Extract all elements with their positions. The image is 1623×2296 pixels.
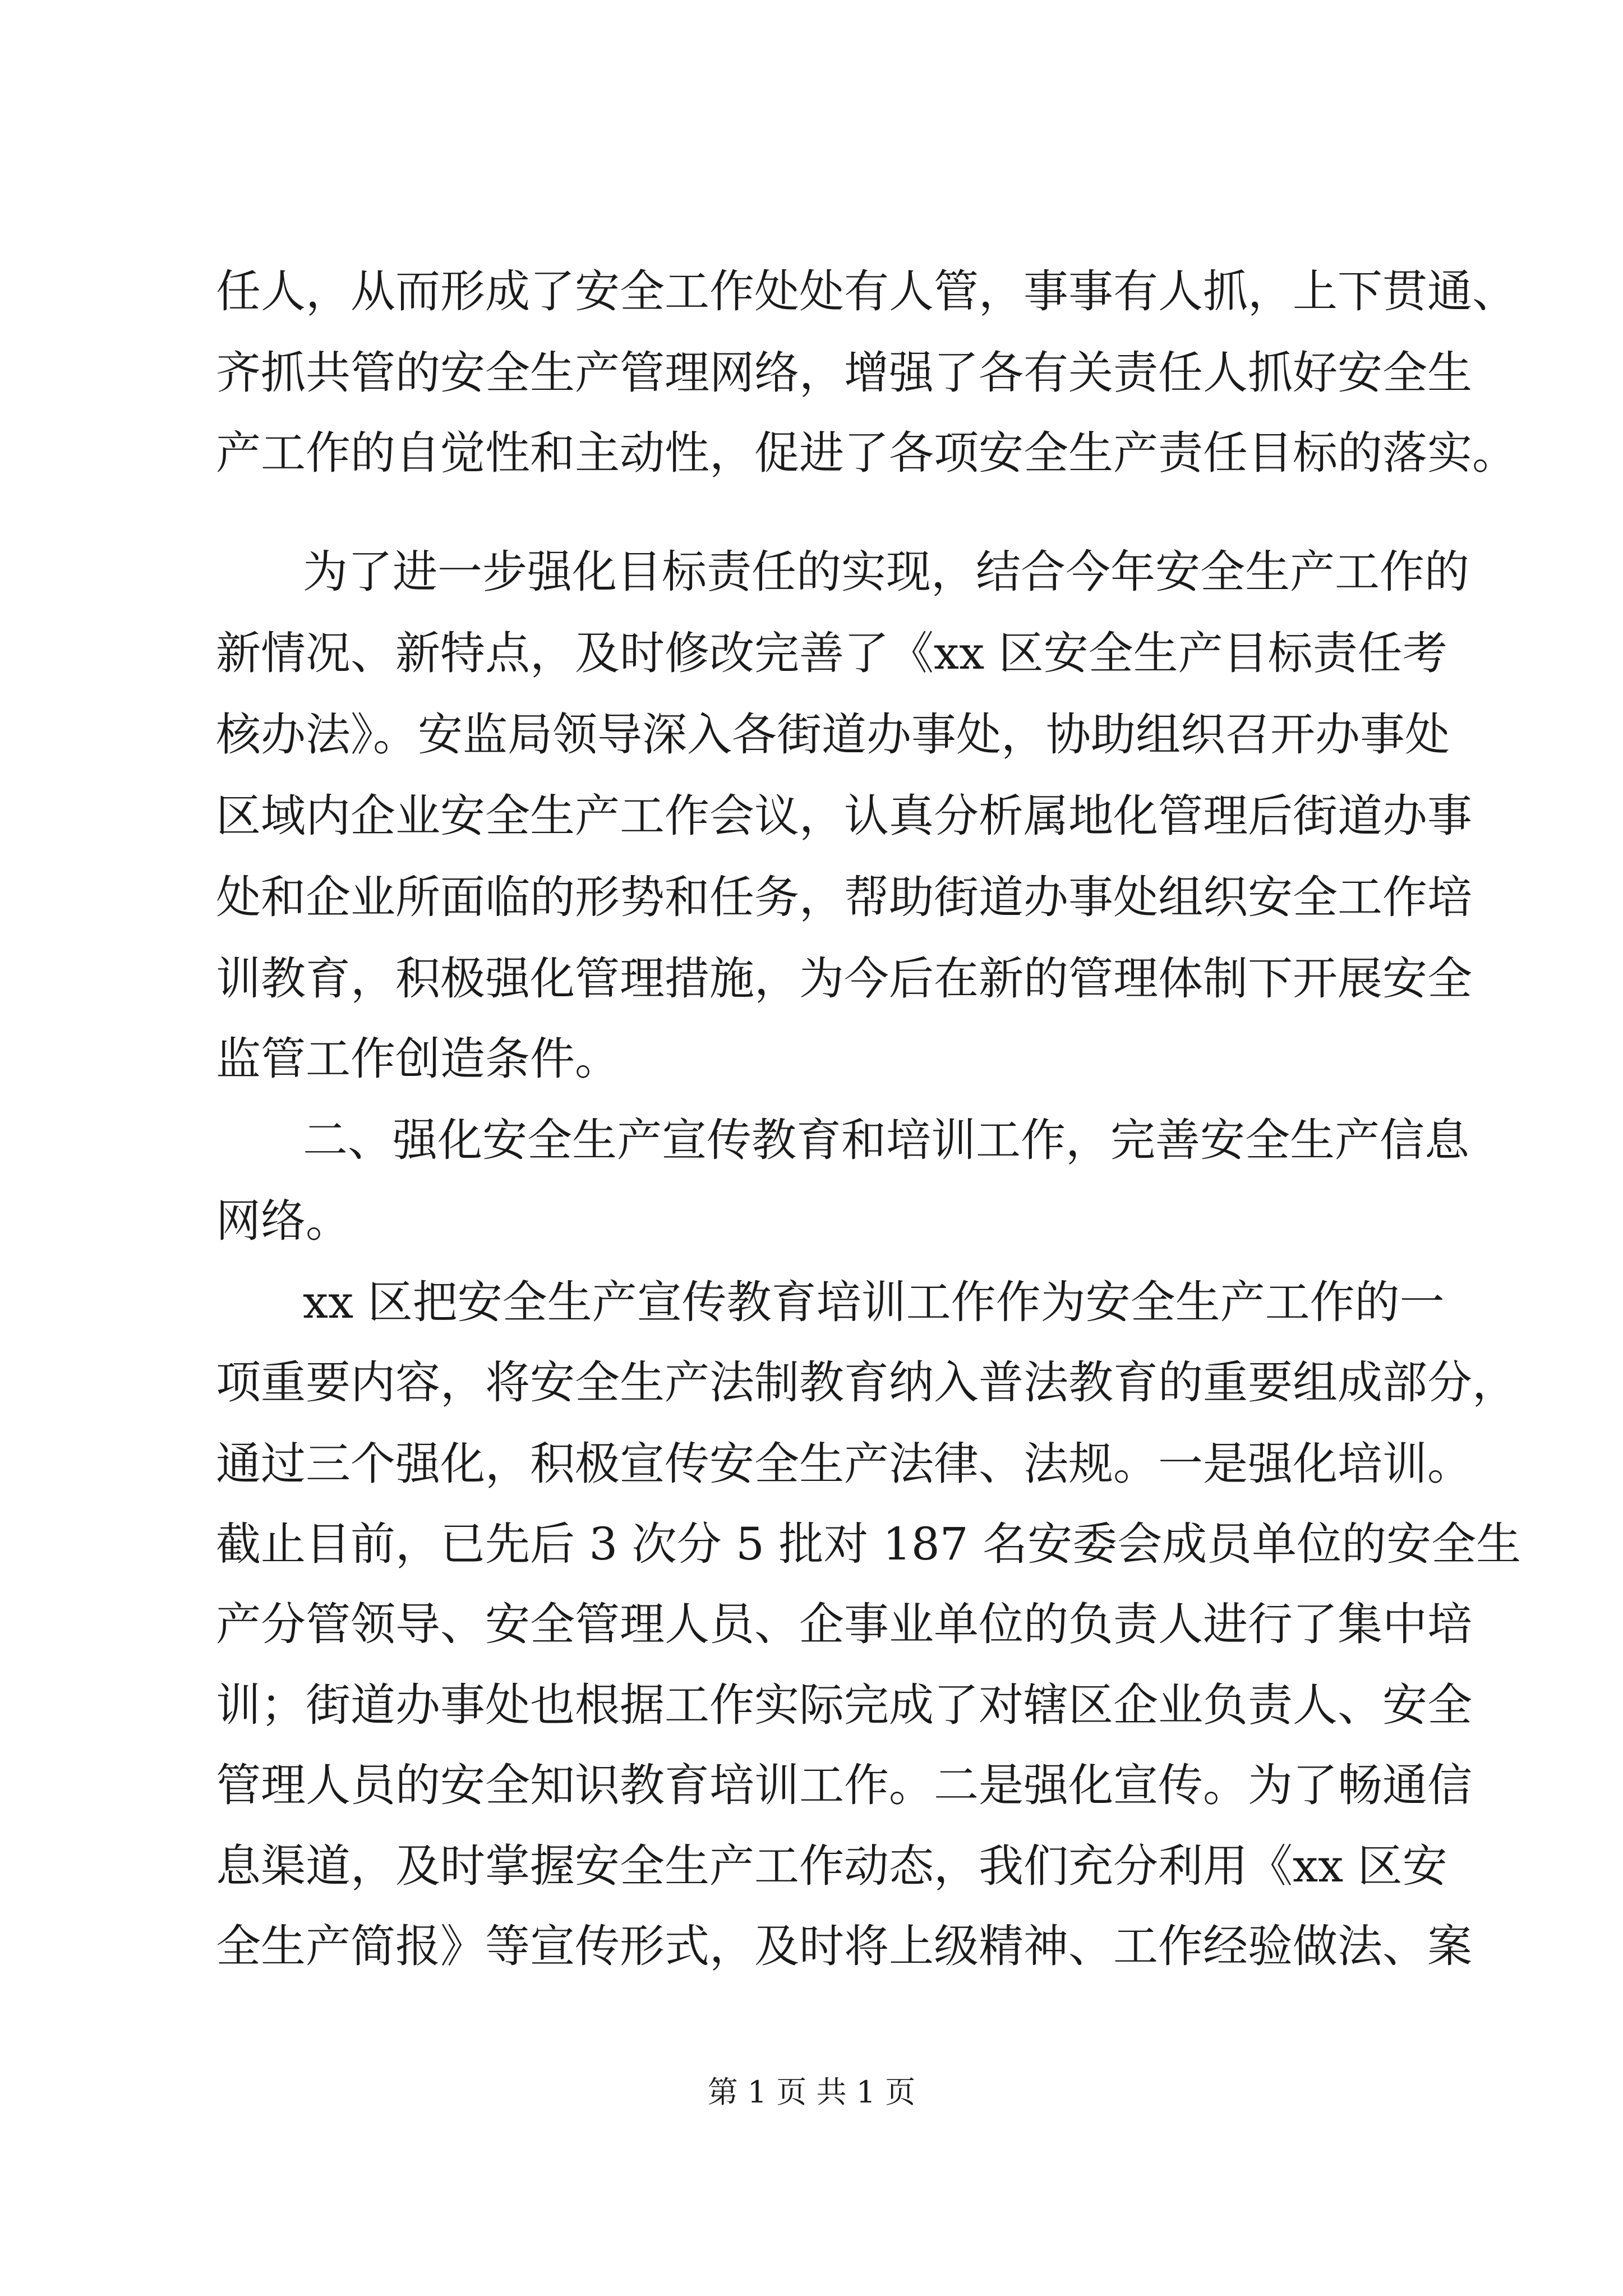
text-line: 管理人员的安全知识教育培训工作。二是强化宣传。为了畅通信 <box>216 1759 1472 1811</box>
text-line: 任人，从而形成了安全工作处处有人管，事事有人抓，上下贯通、 <box>216 265 1517 318</box>
text-line: 产分管领导、安全管理人员、企事业单位的负责人进行了集中培 <box>216 1598 1472 1650</box>
text-line: 监管工作创造条件。 <box>216 1033 620 1085</box>
paragraph-first-line: 为了进一步强化目标责任的实现，结合今年安全生产工作的 <box>303 546 1469 598</box>
text-line: 区域内企业安全生产工作会议，认真分析属地化管理后街道办事 <box>216 790 1472 842</box>
text-line: 处和企业所面临的形势和任务，帮助街道办事处组织安全工作培 <box>216 871 1472 923</box>
paragraph-first-line: xx 区把安全生产宣传教育培训工作作为安全生产工作的一 <box>303 1276 1445 1328</box>
text-line: 通过三个强化，积极宣传安全生产法律、法规。一是强化培训。 <box>216 1438 1472 1490</box>
text-line: 产工作的自觉性和主动性，促进了各项安全生产责任目标的落实。 <box>216 427 1517 479</box>
text-line: 核办法》。安监局领导深入各街道办事处，协助组织召开办事处 <box>216 708 1450 761</box>
section-heading-line: 网络。 <box>216 1195 351 1247</box>
text-line: 息渠道，及时掌握安全生产工作动态，我们充分利用《xx 区安 <box>216 1840 1447 1892</box>
text-line: 训；街道办事处也根据工作实际完成了对辖区企业负责人、安全 <box>216 1679 1472 1731</box>
text-line: 全生产简报》等宣传形式，及时将上级精神、工作经验做法、案 <box>216 1920 1472 1972</box>
text-line: 训教育，积极强化管理措施，为今后在新的管理体制下开展安全 <box>216 953 1472 1005</box>
page-footer: 第 1 页 共 1 页 <box>707 2074 916 2110</box>
text-line: 项重要内容，将安全生产法制教育纳入普法教育的重要组成部分， <box>216 1356 1517 1409</box>
text-line: 新情况、新特点，及时修改完善了《xx 区安全生产目标责任考 <box>216 627 1447 679</box>
text-line: 齐抓共管的安全生产管理网络，增强了各有关责任人抓好安全生 <box>216 347 1472 399</box>
section-heading-line: 二、强化安全生产宣传教育和培训工作，完善安全生产信息 <box>303 1114 1469 1166</box>
text-line: 截止目前，已先后 3 次分 5 批对 187 名安委会成员单位的安全生 <box>216 1518 1521 1570</box>
